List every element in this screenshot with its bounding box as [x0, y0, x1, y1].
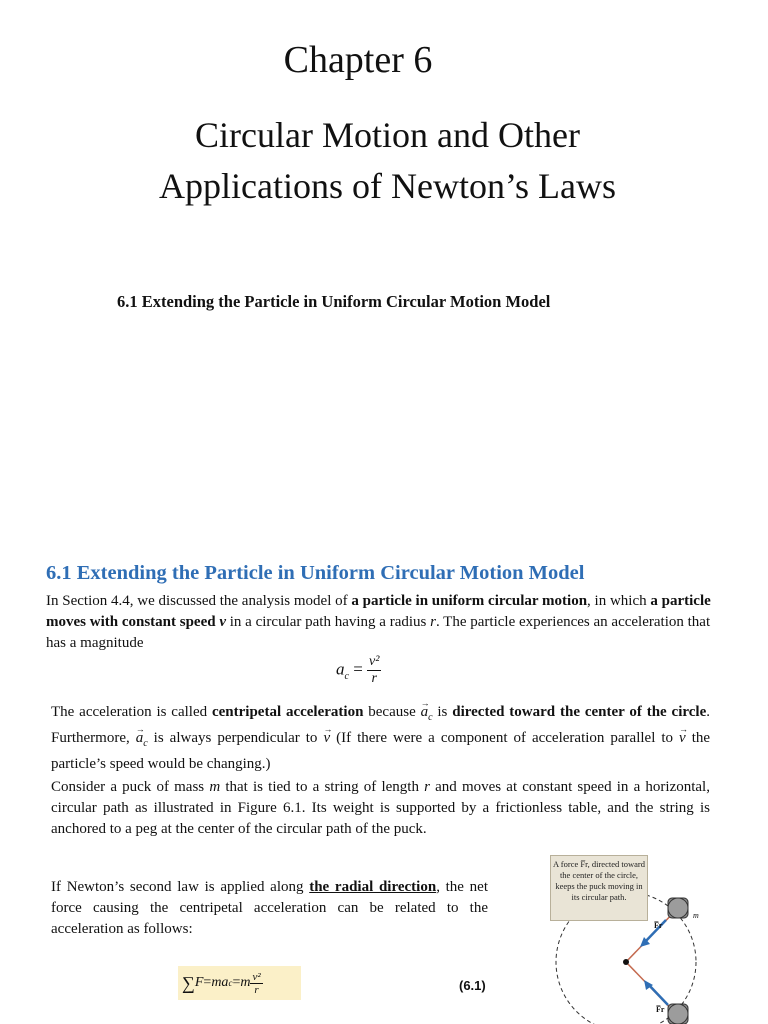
mass-label: m [693, 911, 699, 920]
force-label-2: F̅r [656, 1005, 665, 1014]
section-heading: 6.1 Extending the Particle in Uniform Circular Motion Model [46, 562, 585, 584]
paragraph-centripetal: The acceleration is called centripetal acceleration because → $a_c$ is directed toward the center of the circle. Furthermore, → $a_c$ is always perpendicular to → v (If there were a component of acceleration parallel to → v the particle’s speed would be changing.) [51, 702, 710, 775]
chapter-title-line-1: Circular Motion and Other [195, 115, 580, 155]
force-arrow-2 [648, 984, 668, 1005]
puck [668, 898, 688, 918]
peg [623, 959, 629, 965]
equation-number: (6.1) [459, 978, 486, 993]
paragraph-intro: In Section 4.4, we discussed the analysis model of a particle in uniform circular motion, in which a particle moves with constant speed v in a circular path having a radius r. The particle experiences an acceleration that has a magnitude [46, 593, 711, 651]
force-label: F̅r [654, 921, 663, 930]
figure-callout: A force F̅r, directed toward the center of the circle, keeps the puck moving in its circular path. [550, 855, 648, 921]
centripetal-equation: $a_c$ = $\frac{\text{v²}}{r}$ [336, 654, 380, 686]
puck-2 [668, 1004, 688, 1024]
chapter-title-line-2: Applications of Newton’s Laws [159, 166, 616, 206]
paragraph-newton: If Newton’s second law is applied along the radial direction, the net force causing the centripetal acceleration can be related to the acceleration as follows: [51, 879, 488, 937]
chapter-title [0, 110, 768, 212]
chapter-number: Chapter 6 [283, 39, 433, 81]
newton-radial-equation: ∑ F = ma c = m $\frac{\text{v²}}{r}$ [178, 966, 301, 1000]
section-subheading: 6.1 Extending the Particle in Uniform Circular Motion Model [117, 292, 551, 311]
paragraph-puck: Consider a puck of mass m that is tied to a string of length r and moves at constant speed in a horizontal, circular path as illustrated in Figure 6.1. Its weight is supported by a frictionless table, and the string is anchored to a peg at the center of the circular path of the puck. [51, 779, 710, 837]
